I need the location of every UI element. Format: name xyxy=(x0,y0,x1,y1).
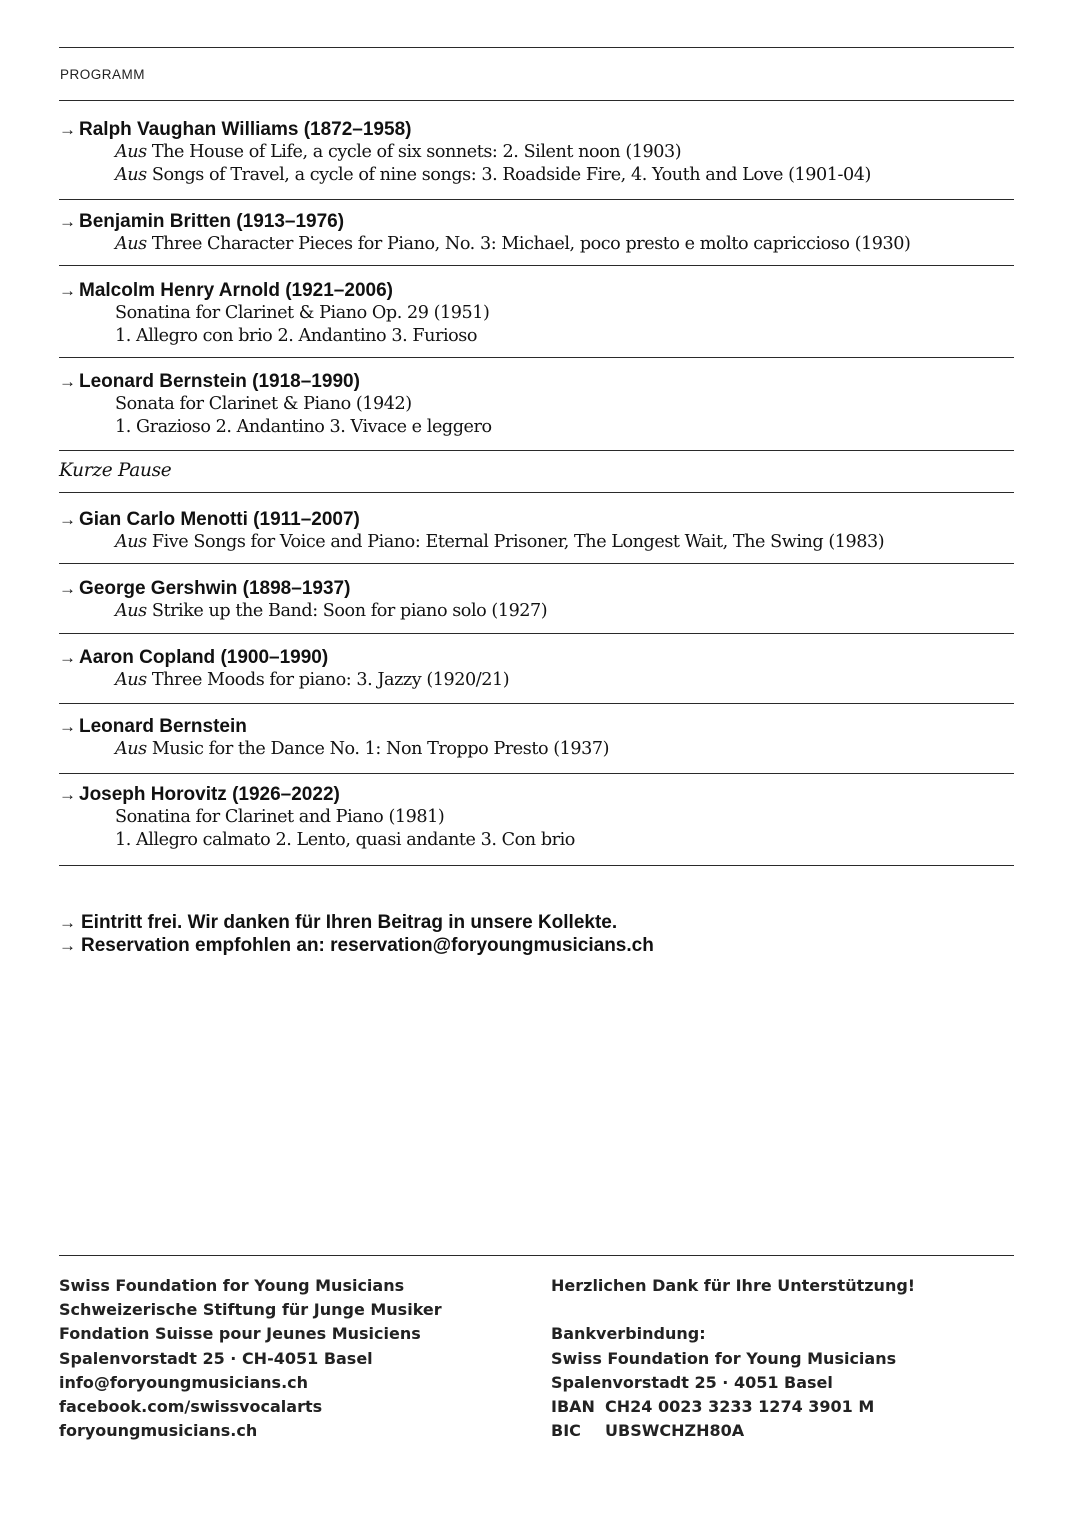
right-arrow-icon: → xyxy=(59,281,76,300)
iban-row xyxy=(551,1395,915,1419)
right-arrow-icon: → xyxy=(59,372,76,391)
composer-name: Leonard Bernstein xyxy=(79,716,247,737)
program-label: PROGRAMM xyxy=(60,67,145,82)
composer-name: Malcolm Henry Arnold (1921–2006) xyxy=(79,280,393,301)
divider xyxy=(59,199,1014,200)
divider xyxy=(59,450,1014,451)
work-line: Sonatina for Clarinet & Piano Op. 29 (1951) xyxy=(115,303,490,323)
right-arrow-icon: → xyxy=(59,579,76,598)
composer-name: Joseph Horovitz (1926–2022) xyxy=(79,784,340,805)
composer-name: George Gershwin (1898–1937) xyxy=(79,578,351,599)
work-line: 1. Allegro calmato 2. Lento, quasi andante 3. Con brio xyxy=(115,830,575,850)
org-name-fr: Fondation Suisse pour Jeunes Musiciens xyxy=(59,1324,421,1344)
right-arrow-icon: → xyxy=(59,785,76,804)
right-arrow-icon: → xyxy=(59,717,76,736)
program-entry xyxy=(59,577,1014,623)
program-entry xyxy=(59,508,1014,554)
right-arrow-icon: → xyxy=(59,648,76,667)
divider xyxy=(59,265,1014,266)
work-line: Aus Three Character Pieces for Piano, No. 3: Michael, poco presto e molto capriccioso (1930) xyxy=(115,234,911,254)
program-entry xyxy=(59,210,1014,256)
iban-value: CH24 0023 3233 1274 3901 M xyxy=(605,1396,875,1416)
work-line: Aus Music for the Dance No. 1: Non Troppo Presto (1937) xyxy=(115,739,610,759)
work-line: Aus Strike up the Band: Soon for piano solo (1927) xyxy=(115,601,548,621)
org-name-en: Swiss Foundation for Young Musicians xyxy=(59,1276,405,1295)
bic-row xyxy=(551,1419,915,1443)
top-rule xyxy=(59,47,1014,48)
work-line: 1. Allegro con brio 2. Andantino 3. Furioso xyxy=(115,326,477,346)
work-line: Sonatina for Clarinet and Piano (1981) xyxy=(115,807,445,827)
org-name-de: Schweizerische Stiftung für Junge Musiker xyxy=(59,1300,442,1320)
footer-bank xyxy=(551,1274,915,1443)
work-line: Aus The House of Life, a cycle of six sonnets: 2. Silent noon (1903) xyxy=(115,142,682,162)
notice-reservation: → Reservation empfohlen an: reservation@foryoungmusicians.ch xyxy=(59,935,654,956)
work-line: 1. Grazioso 2. Andantino 3. Vivace e leggero xyxy=(115,417,492,437)
facebook-link[interactable]: facebook.com/swissvocalarts xyxy=(59,1396,323,1416)
work-line: Aus Five Songs for Voice and Piano: Eternal Prisoner, The Longest Wait, The Swing (1983) xyxy=(115,532,885,552)
divider xyxy=(59,703,1014,704)
composer-name: Benjamin Britten (1913–1976) xyxy=(79,211,345,232)
work-line: Aus Three Moods for piano: 3. Jazzy (1920/21) xyxy=(115,670,510,690)
work-line: Sonata for Clarinet & Piano (1942) xyxy=(115,394,412,414)
program-entry xyxy=(59,646,1014,692)
bank-heading: Bankverbindung: xyxy=(551,1324,706,1344)
pause-label: Kurze Pause xyxy=(59,460,172,481)
notices xyxy=(59,911,654,957)
work-line: Aus Songs of Travel, a cycle of nine songs: 3. Roadside Fire, 4. Youth and Love (1901-04) xyxy=(115,165,871,185)
program-entry xyxy=(59,783,1014,852)
right-arrow-icon: → xyxy=(59,936,76,955)
divider xyxy=(59,773,1014,774)
thanks-text: Herzlichen Dank für Ihre Unterstützung! xyxy=(551,1276,916,1295)
footer-contact xyxy=(59,1274,442,1443)
composer-name: Ralph Vaughan Williams (1872–1958) xyxy=(79,119,412,140)
right-arrow-icon: → xyxy=(59,510,76,529)
right-arrow-icon: → xyxy=(59,212,76,231)
bank-address: Spalenvorstadt 25 · 4051 Basel xyxy=(551,1372,833,1392)
composer-name: Gian Carlo Menotti (1911–2007) xyxy=(79,509,360,530)
divider xyxy=(59,563,1014,564)
program-entry xyxy=(59,370,1014,439)
right-arrow-icon: → xyxy=(59,913,76,932)
divider xyxy=(59,100,1014,101)
spacer xyxy=(551,1298,915,1322)
divider xyxy=(59,357,1014,358)
org-address: Spalenvorstadt 25 · CH-4051 Basel xyxy=(59,1348,373,1368)
divider xyxy=(59,865,1014,866)
program-entry xyxy=(59,279,1014,348)
program-entry xyxy=(59,715,1014,761)
website-link[interactable]: foryoungmusicians.ch xyxy=(59,1421,258,1441)
divider xyxy=(59,633,1014,634)
divider xyxy=(59,492,1014,493)
iban-label: IBAN xyxy=(551,1396,595,1416)
email-link[interactable]: info@foryoungmusicians.ch xyxy=(59,1372,309,1392)
right-arrow-icon: → xyxy=(59,120,76,139)
composer-name: Aaron Copland (1900–1990) xyxy=(79,647,329,668)
bank-account-name: Swiss Foundation for Young Musicians xyxy=(551,1348,897,1368)
notice-admission: → Eintritt frei. Wir danken für Ihren Beitrag in unsere Kollekte. xyxy=(59,912,618,933)
composer-name: Leonard Bernstein (1918–1990) xyxy=(79,371,360,392)
bic-value: UBSWCHZH80A xyxy=(605,1421,745,1441)
bic-label: BIC xyxy=(551,1421,581,1441)
footer-rule xyxy=(59,1255,1014,1256)
program-entry xyxy=(59,118,1014,187)
